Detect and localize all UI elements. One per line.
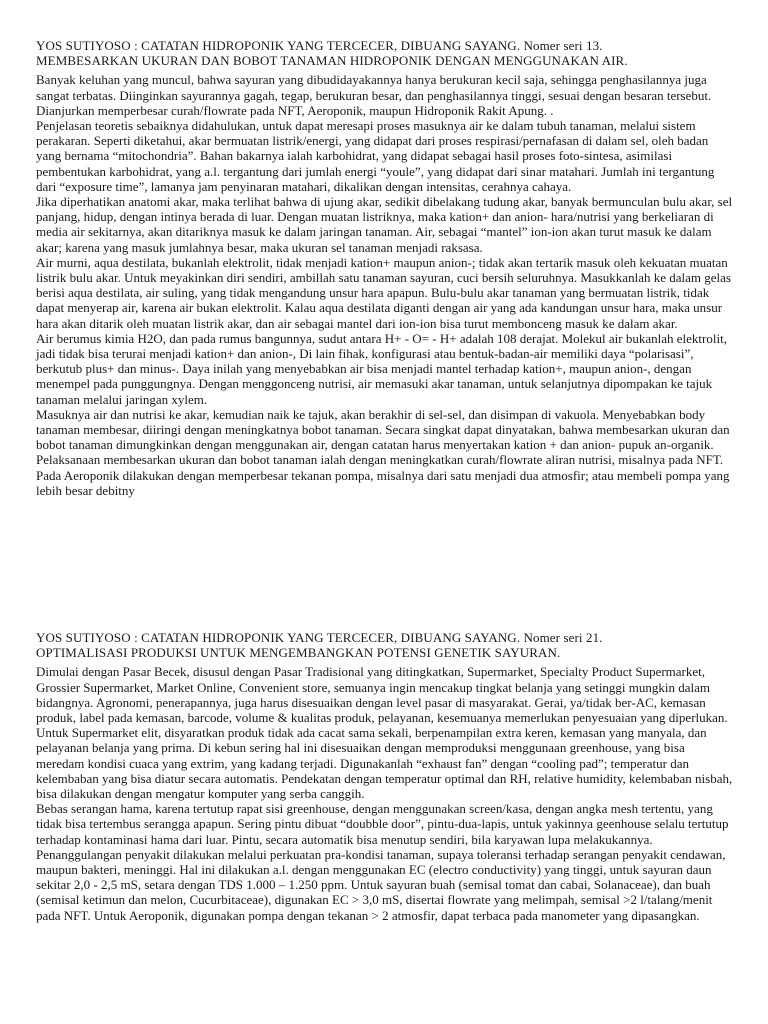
paragraph: Jika diperhatikan anatomi akar, maka terlihat bahwa di ujung akar, sedikit dibelakang tudung akar, banyak bermunculan bulu akar, sel panjang, hidup, dengan intinya berada di luar. Dengan muatan listriknya, maka kation+ dan anion- hara/nutrisi yang berkeliaran di media air sekitarnya, akan ditariknya masuk ke dalam jaringan tanaman. Air, sebagai “mantel” ion-ion akan turut masuk ke dalam akar; karena yang masuk jumlahnya besar, maka ukuran sel tanaman menjadi raksasa. <box>36 194 733 255</box>
heading-line-series: YOS SUTIYOSO : CATATAN HIDROPONIK YANG TERCECER, DIBUANG SAYANG. Nomer seri 21. <box>36 630 603 645</box>
paragraph: Air murni, aqua destilata, bukanlah elektrolit, tidak menjadi kation+ maupun anion-; tidak akan tertarik masuk oleh kekuatan muatan listrik bulu akar. Untuk meyakinkan diri sendiri, ambillah satu tanaman sayuran, cuci bersih seluruhnya. Masukkanlah ke dalam gelas berisi aqua destilata, air suling, yang tidak mengandung unsur hara apapun. Bulu-bulu akar tanaman yang bermuatan listrik, tidak dapat menyerap air, karena air bukan elektrolit. Kalau aqua destilata diganti dengan air yang ada kandungan unsur hara, maka unsur hara akan ditarik oleh muatan listrik akar, dan air sebagai mantel dari ion-ion bisa turut membonceng masuk ke dalam akar. <box>36 254 731 331</box>
paragraph: Dimulai dengan Pasar Becek, disusul dengan Pasar Tradisional yang ditingkatkan, Supermarket, Specialty Product Supermarket, Grossier Supermarket, Market Online, Convenient store, semuanya ingin mencakup tingkat belanja yang setinggi mungkin dalam bidangnya. Agronomi, penerapannya, juga harus disesuaikan dengan level pasar di masyarakat. Gerai, ya/tidak ber-AC, kemasan produk, label pada kemasan, barcode, volume & kualitas produk, pelayanan, kesemuanya memerlukan penyesuaian yang diperlukan. <box>36 664 728 726</box>
heading-line-title: MEMBESARKAN UKURAN DAN BOBOT TANAMAN HIDROPONIK DENGAN MENGGUNAKAN AIR. <box>36 53 628 69</box>
paragraph: Penanggulangan penyakit dilakukan melalui perkuatan pra-kondisi tanaman, supaya toleransi terhadap serangan penyakit cendawan, maupun bakteri, meninggi. Hal ini dilakukan a.l. dengan menggunakan EC (electro conductivity) yang tinggi, untuk sayuran daun sekitar 2,0 - 2,5 mS, setara dengan TDS 1.000 – 1.250 ppm. Untuk sayuran buah (semisal tomat dan cabai, Solanaceae), dan buah (semisal ketimun dan melon, Cucurbitaceae), digunakan EC > 3,0 mS, disertai flowrate yang melimpah, semisal >2 l/talang/menit pada NFT. Untuk Aeroponik, digunakan pompa dengan tekanan > 2 atmosfir, dapat terbaca pada manometer yang dipasangkan. <box>36 846 726 923</box>
paragraph: Pelaksanaan membesarkan ukuran dan bobot tanaman ialah dengan meningkatkan curah/flowrate aliran nutrisi, misalnya pada NFT. Pada Aeroponik dilakukan dengan memperbesar tekanan pompa, misalnya dari satu menjadi dua atmosfir; atau membeli pompa yang lebih besar debitny <box>36 452 730 498</box>
heading-line-title: OPTIMALISASI PRODUKSI UNTUK MENGEMBANGKAN POTENSI GENETIK SAYURAN. <box>36 645 561 661</box>
heading-line-series: YOS SUTIYOSO : CATATAN HIDROPONIK YANG TERCECER, DIBUANG SAYANG. Nomer seri 13. <box>36 38 603 53</box>
paragraph: Masuknya air dan nutrisi ke akar, kemudian naik ke tajuk, akan berakhir di sel-sel, dan disimpan di vakuola. Menyebabkan body tanaman membesar, diiringi dengan meningkatnya bobot tanaman. Secara singkat dapat dinyatakan, bahwa membesarkan ukuran dan bobot tanaman dimungkinkan dengan menggunakan air, dengan catatan harus menyertakan kation + dan anion- pupuk an-organik. <box>36 406 730 453</box>
paragraph: Penjelasan teoretis sebaiknya didahulukan, untuk dapat meresapi proses masuknya air ke dalam tubuh tanaman, melalui sistem perakaran. Seperti diketahui, akar bermuatan listrik/energi, yang didapat dari proses respirasi/pernafasan di dalam sel, oleh badan yang bernama “mitochondria”. Bahan bakarnya ialah karbohidrat, yang didapat sebagai hasil proses foto-sintesa, asimilasi pembentukan karbohidrat, yang a.l. tergantung dari jumlah energi “youle”, yang didapat dari sinar matahari. Jumlah ini tergantung dari “exposure time”, lamanya jam penyinaran matahari, dikalikan dengan intensitas, cerahnya cahaya. <box>36 118 715 194</box>
paragraph: Banyak keluhan yang muncul, bahwa sayuran yang dibudidayakannya hanya berukuran kecil saja, sehingga penghasilannya juga sangat terbatas. Diinginkan sayurannya gagah, tegap, berukuran besar, dan penghasilannya tinggi, sesuai dengan besaran tersebut. Dianjurkan memperbesar curah/flowrate pada NFT, Aeroponik, maupun Hidroponik Rakit Apung. . <box>36 72 712 118</box>
paragraph: Air berumus kimia H2O, dan pada rumus bangunnya, sudut antara H+ - O= - H+ adalah 108 derajat. Molekul air bukanlah elektrolit, jadi tidak bisa terurai menjadi kation+ dan anion-, Di lain fihak, konfigurasi atau bentuk-badan-air memiliki daya “polarisasi”, berkutub plus+ dan minus-. Daya inilah yang menyebabkan air bisa menjadi mantel terhadap kation+, maupun anion-, dengan menempel pada punggungnya. Dengan menggonceng nutrisi, air memasuki akar tanaman, untuk selanjutnya dipompakan ke tajuk tanaman melalui jaringan xylem. <box>36 330 727 407</box>
article-heading <box>36 630 736 660</box>
article-section-21 <box>36 630 736 923</box>
paragraph: Bebas serangan hama, karena tertutup rapat sisi greenhouse, dengan menggunakan screen/kasa, dengan angka mesh tertentu, yang tidak bisa tertembus serangga apapun. Sering pintu dibuat “doubble door”, pintu-dua-lapis, untuk yakinnya geenhouse selalu tertutup terhadap kontaminasi hama dari luar. Pintu, secara automatik bisa menutup sendiri, bila karyawan lupa melakukannya. <box>36 801 729 847</box>
paragraph: Untuk Supermarket elit, disyaratkan produk tidak ada cacat sama sekali, berpenampilan extra keren, kemasan yang manyala, dan pelayanan belanja yang prima. Di kebun sering hal ini disesuaikan dengan memproduksi menggunaan greenhouse, yang bisa meredam kondisi cuaca yang extrim, yang kadang terjadi. Digunakanlah “exhaust fan” dengan “cooling pad”; temperatur dan kelembaban yang bisa diatur secara automatis. Pendekatan dengan temperatur optimal dan RH, relative humidity, kelembaban nisbah, bisa dilakukan dengan mengatur komputer yang serba canggih. <box>36 725 733 802</box>
article-section-13 <box>36 38 736 498</box>
article-heading <box>36 38 736 68</box>
